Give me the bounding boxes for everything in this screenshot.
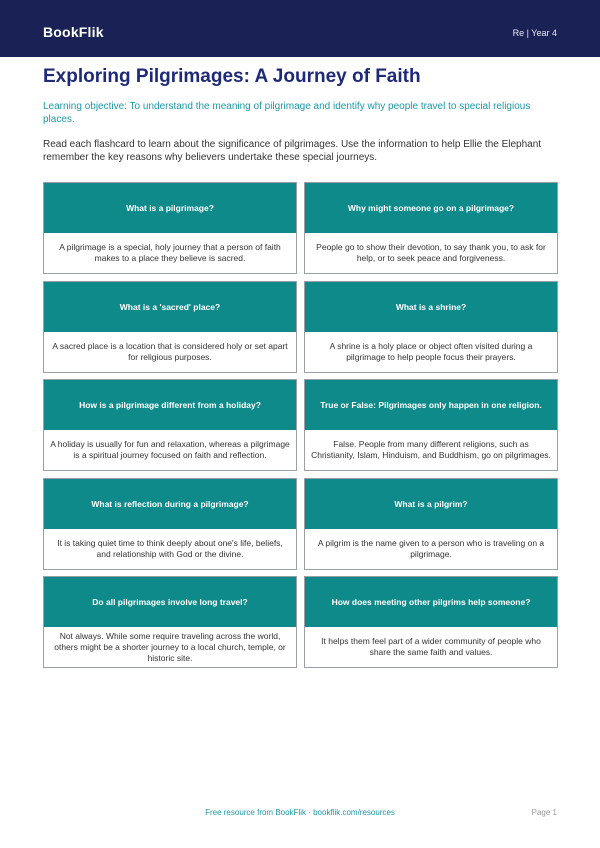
flashcard-answer xyxy=(44,529,296,569)
flashcard-answer-text: It helps them feel part of a wider community of people who share the same faith and values. xyxy=(321,636,541,657)
flashcard-question: What is a 'sacred' place? xyxy=(44,282,296,332)
flashcard-question: What is a pilgrim? xyxy=(305,479,557,529)
flashcard-answer-text: A shrine is a holy place or object often visited during a pilgrimage to help people focus their prayers. xyxy=(329,341,533,362)
flashcard-answer-text: It is taking quiet time to think deeply about one's life, beliefs, and relationship with God or the divine. xyxy=(57,538,283,559)
flashcard xyxy=(304,281,558,373)
flashcard-question: What is a shrine? xyxy=(305,282,557,332)
flashcard-question: How does meeting other pilgrims help someone? xyxy=(305,577,557,627)
flashcard-question: How is a pilgrimage different from a holiday? xyxy=(44,380,296,430)
flashcard xyxy=(43,379,297,471)
flashcard xyxy=(43,478,297,570)
brand-logo-text: BookFlik xyxy=(43,24,104,40)
flashcard-question: Why might someone go on a pilgrimage? xyxy=(305,183,557,233)
flashcard xyxy=(304,379,558,471)
flashcard-answer xyxy=(305,332,557,372)
flashcard-answer xyxy=(44,233,296,273)
flashcard-answer-text: A pilgrimage is a special, holy journey that a person of faith makes to a place they believe is sacred. xyxy=(59,242,281,263)
footer-credit: Free resource from BookFlik · bookflik.com/resources xyxy=(205,808,395,817)
flashcard-answer-text: A sacred place is a location that is considered holy or set apart for religious purposes. xyxy=(52,341,288,362)
intro-text: Read each flashcard to learn about the significance of pilgrimages. Use the information to help Ellie the Elephant remember the key reasons why believers undertake these special journeys. xyxy=(43,139,542,163)
flashcard-answer xyxy=(44,627,296,667)
flashcard-question: Do all pilgrimages involve long travel? xyxy=(44,577,296,627)
subject-year-label: Re | Year 4 xyxy=(512,28,557,38)
flashcard-question: What is a pilgrimage? xyxy=(44,183,296,233)
flashcard-answer xyxy=(44,332,296,372)
flashcard-answer-text: People go to show their devotion, to say thank you, to ask for help, or to seek peace and forgiveness. xyxy=(316,242,546,263)
page-number: Page 1 xyxy=(531,808,557,817)
flashcard xyxy=(304,478,558,570)
flashcard xyxy=(43,182,297,274)
flashcard xyxy=(304,182,558,274)
flashcard xyxy=(304,576,558,668)
flashcard xyxy=(43,281,297,373)
flashcard-question: True or False: Pilgrimages only happen in one religion. xyxy=(305,380,557,430)
flashcard-answer-text: A holiday is usually for fun and relaxation, whereas a pilgrimage is a spiritual journey focused on faith and reflection. xyxy=(50,439,290,460)
flashcard-answer-text: False. People from many different religions, such as Christianity, Islam, Hinduism, and Buddhism, go on pilgrimages. xyxy=(311,439,551,460)
flashcard-question: What is reflection during a pilgrimage? xyxy=(44,479,296,529)
flashcard-answer xyxy=(305,233,557,273)
flashcard xyxy=(43,576,297,668)
page-title: Exploring Pilgrimages: A Journey of Faith xyxy=(43,66,421,87)
flashcard-answer xyxy=(305,529,557,569)
flashcard-answer xyxy=(305,627,557,667)
top-banner xyxy=(0,0,600,57)
flashcard-answer-text: Not always. While some require traveling across the world, others might be a shorter journey to a local church, temple, or historic site. xyxy=(54,630,286,663)
flashcard-answer-text: A pilgrim is the name given to a person who is traveling on a pilgrimage. xyxy=(317,538,545,559)
flashcard-answer xyxy=(44,430,296,470)
learning-objective: Learning objective: To understand the meaning of pilgrimage and identify why people travel to special religious places. xyxy=(43,101,531,125)
flashcard-answer xyxy=(305,430,557,470)
